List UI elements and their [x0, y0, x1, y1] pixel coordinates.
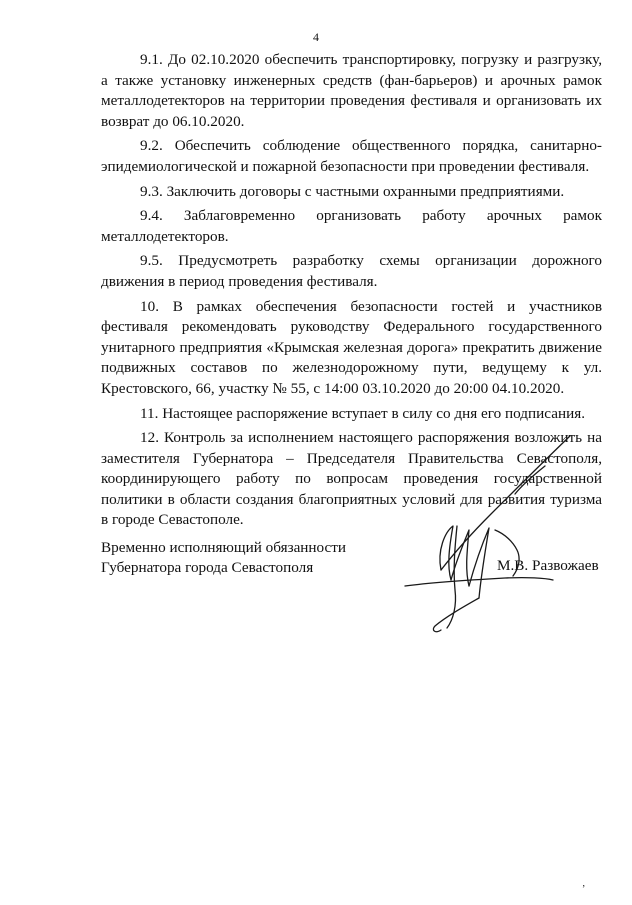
- signatory-name: М.В. Развожаев: [497, 557, 599, 574]
- paragraph-9-1: 9.1. До 02.10.2020 обеспечить транспортировку, погрузку и разгрузку, а также установку инженерных средств (фан-барьеров) и арочных рамок металлодетекторов на территории проведения фестиваля и организовать их возврат до 06.10.2020.: [101, 51, 602, 130]
- paragraph-9-2: 9.2. Обеспечить соблюдение общественного порядка, санитарно-эпидемиологической и пожарной безопасности при проведении фестиваля.: [101, 137, 602, 175]
- signatory-position-line1: Временно исполняющий обязанности: [101, 539, 347, 556]
- handwritten-signature: [395, 430, 585, 640]
- paragraph-11: 11. Настоящее распоряжение вступает в силу со дня его подписания.: [140, 404, 585, 422]
- paragraph-10: 10. В рамках обеспечения безопасности гостей и участников фестиваля рекомендовать руководству Федерального государственного унитарного предприятия «Крымская железная дорога» прекратить движение подвижных составов по железнодорожному пути, ведущему к ул. Крестовского, 66, участку № 55, с 14:00 03.10.2020 до 20:00 04.10.2020.: [101, 297, 602, 397]
- paragraph-9-4: 9.4. Заблаговременно организовать работу арочных рамок металлодетекторов.: [101, 207, 602, 245]
- paragraph-9-5: 9.5. Предусмотреть разработку схемы организации дорожного движения в период проведения фестиваля.: [101, 252, 602, 290]
- paragraph-9-3: 9.3. Заключить договоры с частными охранными предприятиями.: [140, 182, 565, 200]
- page-number: 4: [313, 30, 319, 44]
- signatory-position: [101, 538, 346, 577]
- corner-mark: ʼ: [582, 884, 586, 895]
- paragraph-12: 12. Контроль за исполнением настоящего распоряжения возложить на заместителя Губернатора – Председателя Правительства Севастополя, координирующего работу по вопросам проведения государственной политики в области создания благоприятных условий для развития туризма в городе Севастополе.: [101, 429, 602, 529]
- signatory-position-line2: Губернатора города Севастополя: [101, 558, 314, 576]
